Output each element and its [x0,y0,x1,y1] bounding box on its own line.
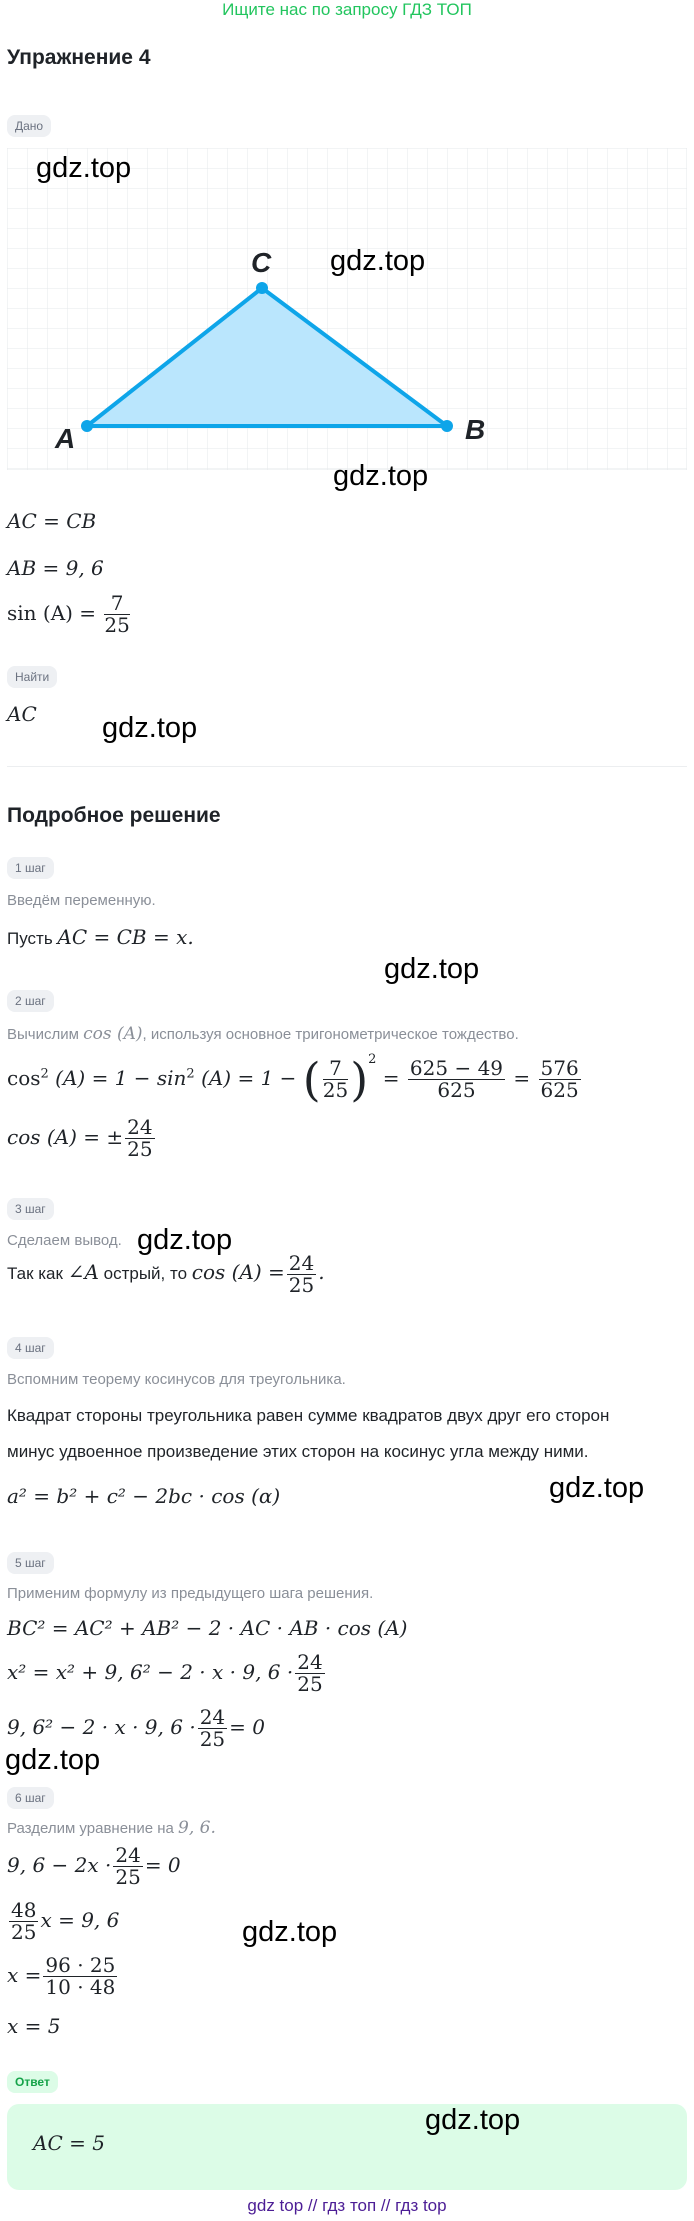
step-1-formula: AC = CB = x. [57,925,194,949]
step-5-line-2: x² = x² + 9, 6² − 2 · x · 9, 6 · $\frac{24}{25}$ [7,1650,323,1696]
watermark-8: gdz.top [5,1744,101,1776]
step-2-hint-suffix: , используя основное тригонометрическое тождество. [142,1026,519,1043]
watermark-7: gdz.top [549,1472,645,1504]
watermark-10: gdz.top [425,2104,521,2136]
step-5-line-3: 9, 6² − 2 · x · 9, 6 · $\frac{24}{25}$ = 0 [7,1705,265,1751]
point-c [256,282,268,294]
step-2-badge: 2 шаг [7,990,54,1012]
watermark-2: gdz.top [330,245,426,277]
answer-badge: Ответ [7,2071,58,2093]
step-3-badge: 3 шаг [7,1198,54,1220]
step-4-formula: a² = b² + c² − 2bc · cos (α) [7,1484,281,1508]
step-6-line-1: 9, 6 − 2x · $\frac{24}{25}$ = 0 [7,1843,181,1889]
step-4-line-2: минус удвоенное произведение этих сторон на косинус угла между ними. [7,1442,589,1461]
watermark-5: gdz.top [384,953,480,985]
section-divider [7,766,687,767]
step-6-hint: Разделим уравнение на 9, 6. [7,1818,216,1838]
triangle-figure [7,148,687,470]
watermark-9: gdz.top [242,1916,338,1948]
step-1-text [7,925,194,949]
watermark-6: gdz.top [137,1224,233,1256]
point-a [81,420,93,432]
watermark-4: gdz.top [102,712,198,744]
answer-value: AC = 5 [33,2131,105,2155]
label-c: C [251,247,272,278]
sin-fraction: $\frac{7}{25}$ [104,591,130,637]
label-b: B [465,414,486,445]
step-6-line-2: $\frac{48}{25}$ x = 9, 6 [11,1898,120,1944]
sin-left: sin (A) = [7,601,97,625]
step-2-hint-formula: cos (A) [83,1024,143,1044]
watermark-1: gdz.top [36,152,132,184]
step-1-prefix: Пусть [7,929,53,948]
find-value: AC [7,702,37,726]
step-4-badge: 4 шаг [7,1337,54,1359]
step-1-badge: 1 шаг [7,857,54,879]
find-badge: Найти [7,666,57,688]
page-title: Упражнение 4 [7,46,151,69]
step-6-line-4: x = 5 [7,2014,61,2038]
answer-box [7,2104,687,2190]
solution-title: Подробное решение [7,804,221,827]
footer-links[interactable]: gdz top // гдз топ // гдз top [247,2196,447,2215]
given-ab: AB = 9, 6 [7,556,104,580]
label-a: A [55,423,76,454]
step-2-equation: $\cos^2 (A) = 1 - \sin^2 (A) = 1$ − ( $\frac{7}{25}$ )$^2$ = $\frac{625 - 49}{625}$ = $\frac{576}{625}$ [7,1052,579,1107]
step-3-text: Так как ∠A острый, то cos (A) = $\frac{24}{25}$ . [7,1251,325,1297]
step-2-hint [7,1024,519,1044]
step-5-hint: Применим формулу из предыдущего шага решения. [7,1585,374,1602]
step-2-hint-prefix: Вычислим [7,1026,79,1043]
step-6-line-3: x = $\frac{96 \cdot 25}{10 \cdot 48}$ [7,1953,116,1999]
step-3-hint: Сделаем вывод. [7,1232,122,1249]
given-sin [7,593,132,636]
step-5-badge: 5 шаг [7,1552,54,1574]
watermark-3: gdz.top [333,460,429,492]
step-4-hint: Вспомним теорему косинусов для треугольника. [7,1371,346,1388]
step-5-line-1: BC² = AC² + AB² − 2 · AC · AB · cos (A) [7,1616,408,1640]
given-ac-cb: AC = CB [7,509,97,533]
step-2-cos-result: cos (A) = ± $\frac{24}{25}$ [7,1115,153,1161]
step-4-line-1: Квадрат стороны треугольника равен сумме квадратов двух друг его сторон [7,1406,610,1425]
given-badge: Дано [7,115,51,137]
point-b [441,420,453,432]
step-6-badge: 6 шаг [7,1787,54,1809]
step-1-hint: Введём переменную. [7,892,156,909]
top-search-link[interactable]: Ищите нас по запросу ГДЗ ТОП [222,0,472,19]
